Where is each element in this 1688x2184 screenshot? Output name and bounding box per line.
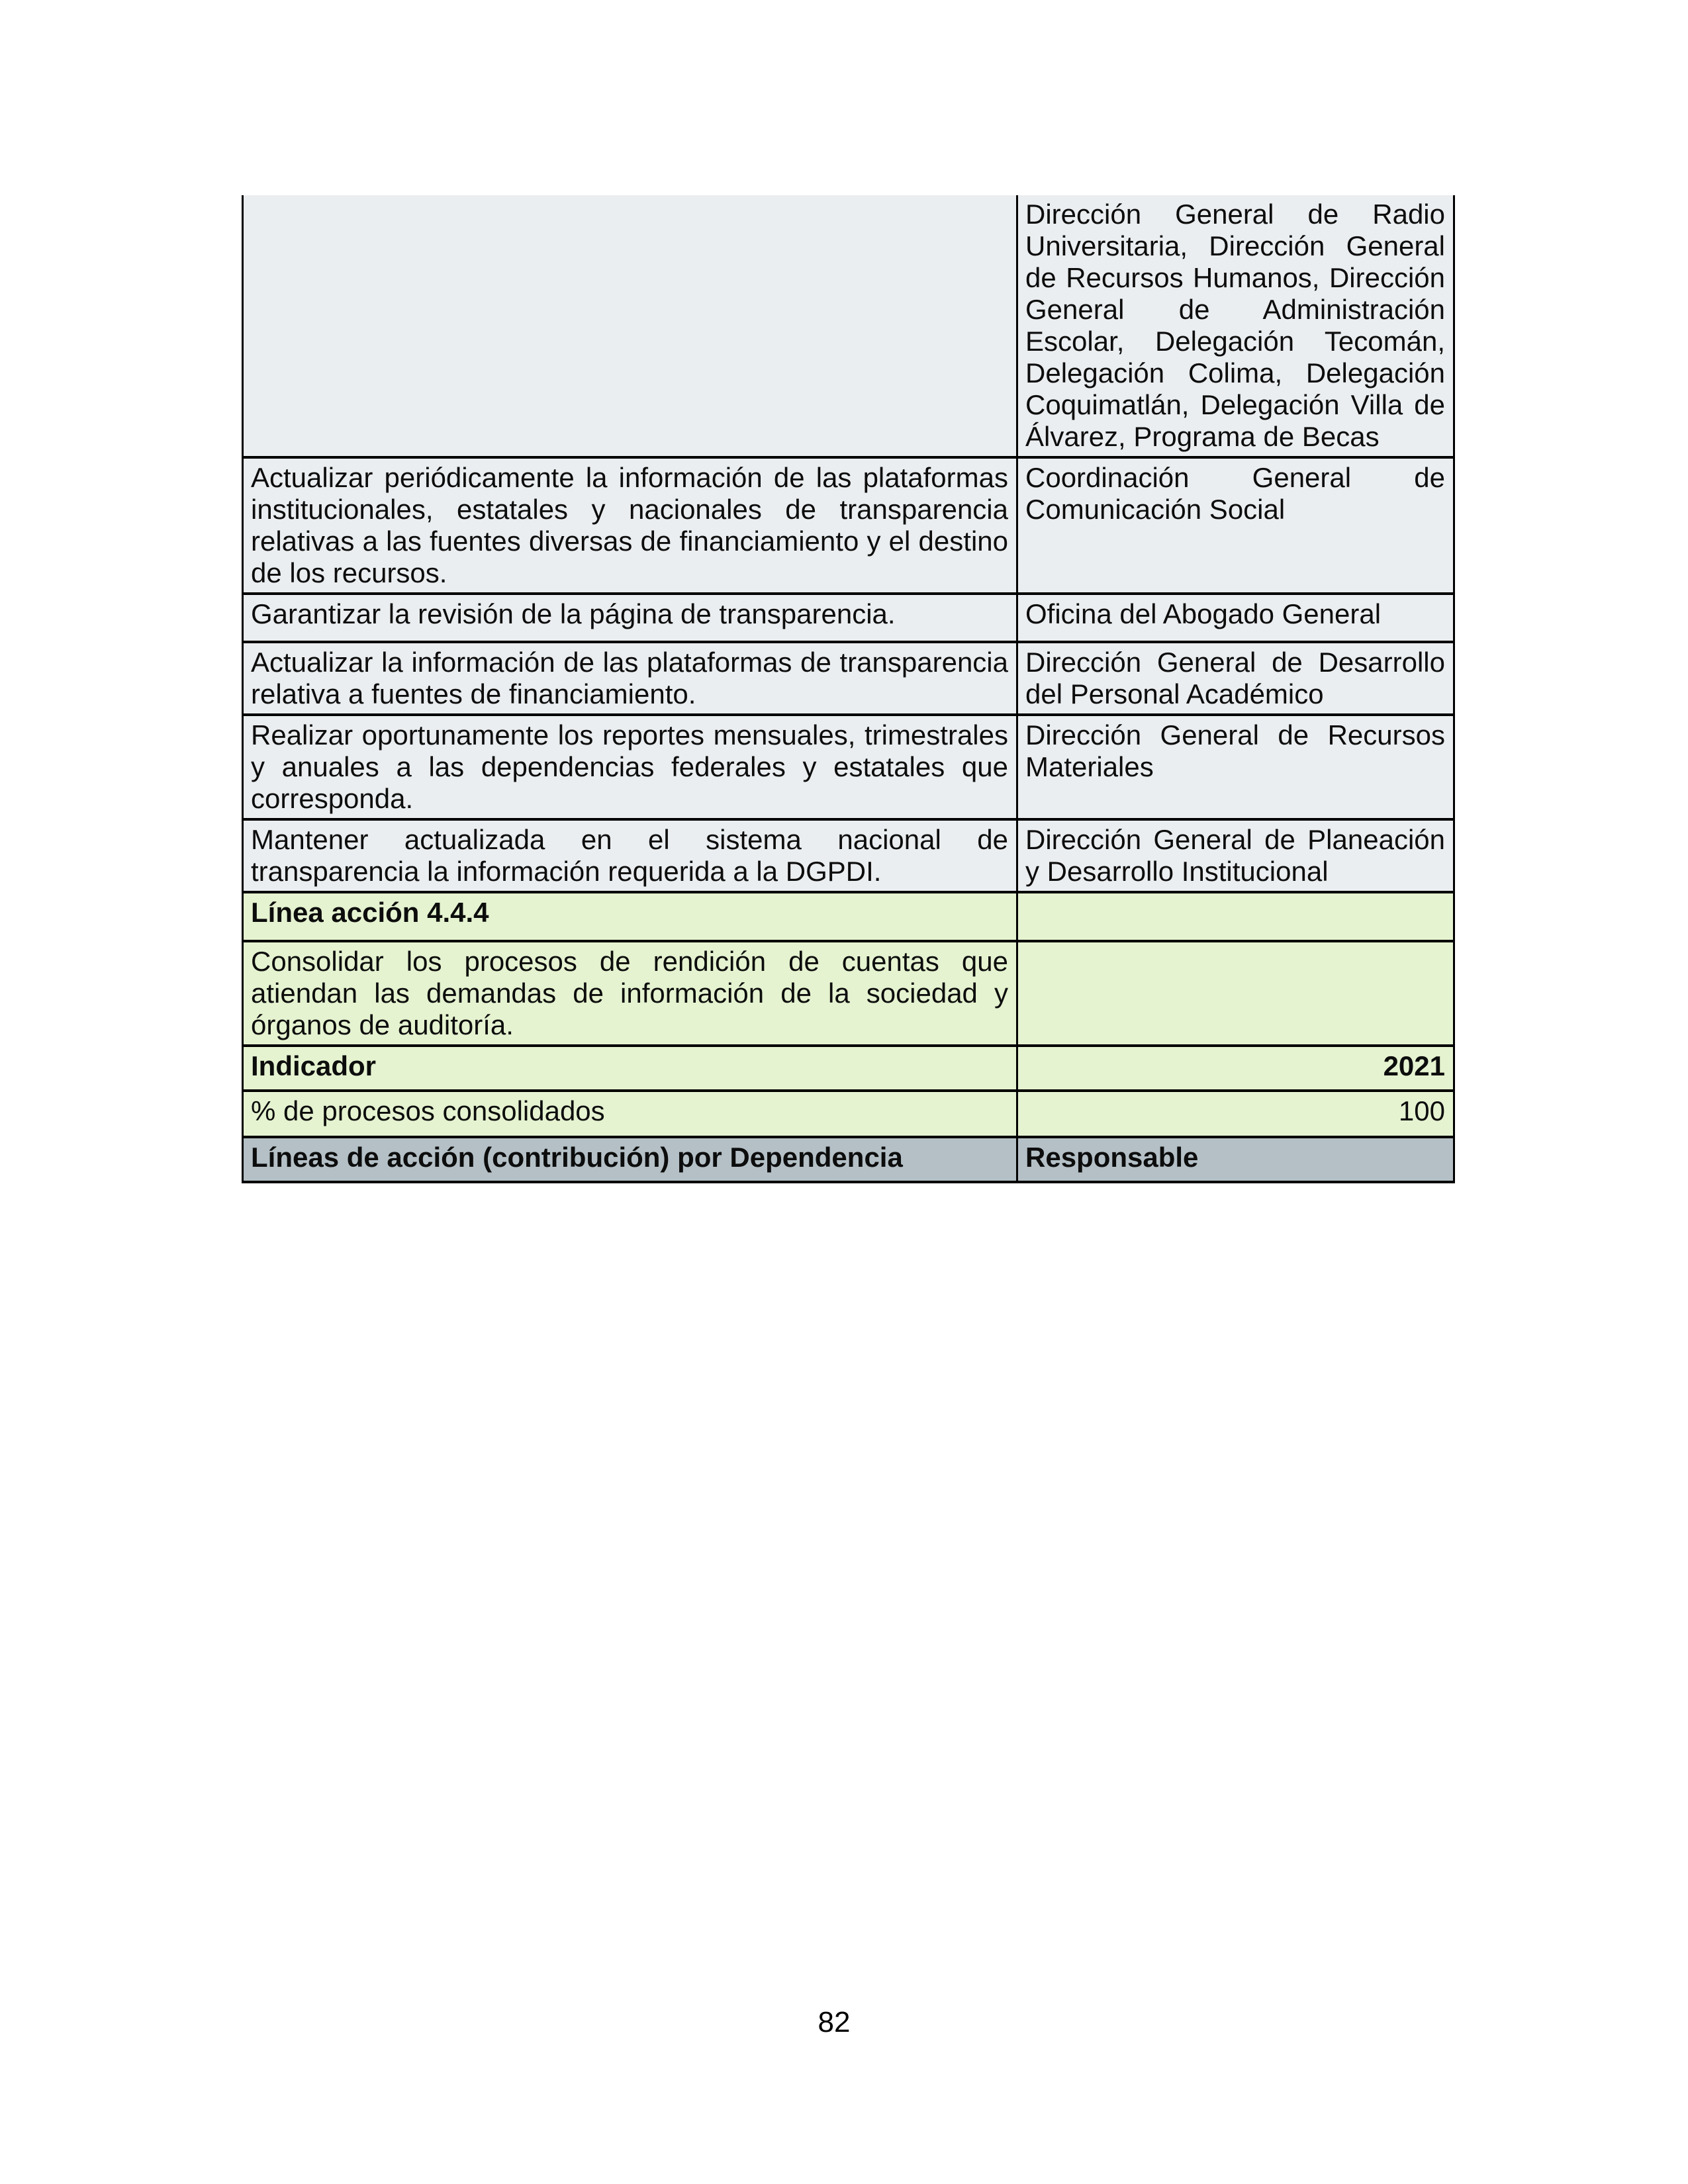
cell-action-line: Consolidar los procesos de rendición de cuentas que atiendan las demandas de información de la sociedad y órganos de auditoría.: [243, 941, 1017, 1046]
cell-responsible: Dirección General de Recursos Materiales: [1017, 715, 1454, 819]
header-responsible: Responsable: [1017, 1137, 1454, 1182]
cell-action-line: Realizar oportunamente los reportes mensuales, trimestrales y anuales a las dependencias federales y estatales que corresponda.: [243, 715, 1017, 819]
table-row: [243, 195, 1454, 457]
cell-responsible: Dirección General de Planeación y Desarrollo Institucional: [1017, 819, 1454, 892]
cell-action-line: Mantener actualizada en el sistema nacional de transparencia la información requerida a la DGPDI.: [243, 819, 1017, 892]
table-row: [243, 594, 1454, 642]
cell-indicator-value: 100: [1017, 1091, 1454, 1137]
cell-indicator-label: Indicador: [243, 1046, 1017, 1091]
cell-year: 2021: [1017, 1046, 1454, 1091]
cell-action-line: Actualizar la información de las plataformas de transparencia relativa a fuentes de financiamiento.: [243, 642, 1017, 715]
table-row: [243, 941, 1454, 1046]
table-row: [243, 642, 1454, 715]
cell-responsible: Dirección General de Desarrollo del Personal Académico: [1017, 642, 1454, 715]
cell-action-line: Actualizar periódicamente la información de las plataformas institucionales, estatales y nacionales de transparencia relativas a las fuentes diversas de financiamiento y el destino de los recursos.: [243, 457, 1017, 594]
cell-responsible: Coordinación General de Comunicación Social: [1017, 457, 1454, 594]
header-action-lines: Líneas de acción (contribución) por Dependencia: [243, 1137, 1017, 1182]
cell-linea-accion-title: Línea acción 4.4.4: [243, 892, 1017, 941]
cell-empty: [1017, 892, 1454, 941]
page-number: 82: [818, 2006, 851, 2038]
table-row: [243, 457, 1454, 594]
cell-indicator-name: % de procesos consolidados: [243, 1091, 1017, 1137]
table-row: [243, 715, 1454, 819]
table-row-indicator-header: [243, 1046, 1454, 1091]
cell-empty: [1017, 941, 1454, 1046]
cell-responsible: Dirección General de Radio Universitaria, Dirección General de Recursos Humanos, Dirección General de Administración Escolar, Delegación Tecomán, Delegación Colima, Delegación Coquimatlán, Delegación Villa de Álvarez, Programa de Becas: [1017, 195, 1454, 457]
action-lines-table: [242, 195, 1455, 1183]
cell-action-line: Garantizar la revisión de la página de transparencia.: [243, 594, 1017, 642]
table-row-indicator-value: [243, 1091, 1454, 1137]
cell-action-line: [243, 195, 1017, 457]
table-header-row: [243, 1137, 1454, 1182]
cell-responsible: Oficina del Abogado General: [1017, 594, 1454, 642]
table-row-linea-accion-444: [243, 892, 1454, 941]
table-row: [243, 819, 1454, 892]
